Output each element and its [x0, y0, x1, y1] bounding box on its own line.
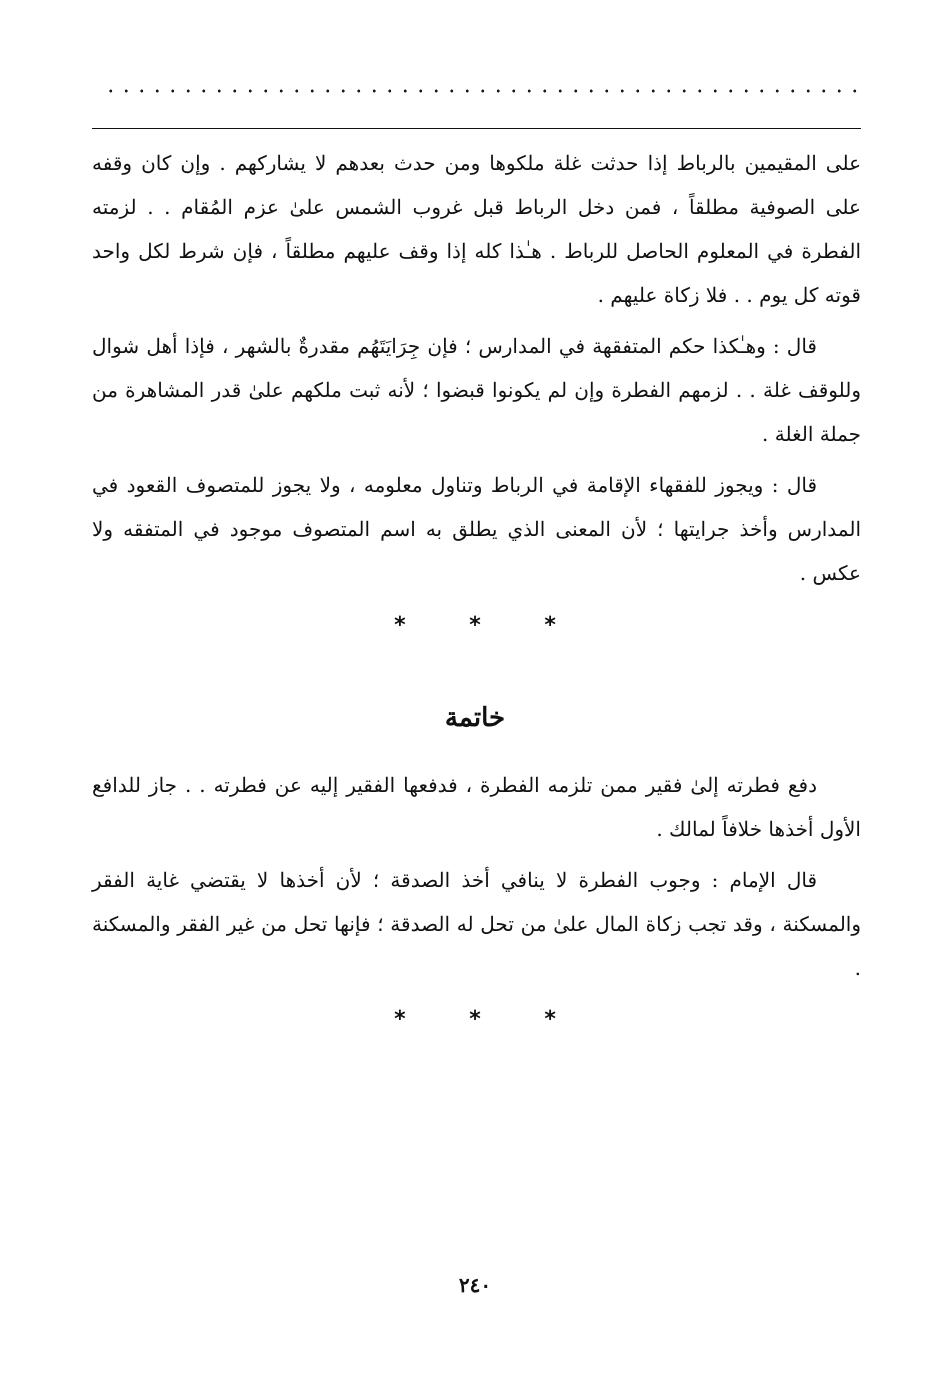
- text-line: على المقيمين بالرباط إذا حدثت غلة ملكوها ومن حدث بعدهم لا يشاركهم . وإن كان: [141, 151, 862, 175]
- paragraph-fitra-exchange: [92, 763, 861, 851]
- text-line: دفع فطرته إلىٰ فقير ممن تلزمه الفطرة ، فدفعها الفقير إليه عن فطرته . . جاز للدافع: [92, 773, 817, 797]
- dotted-leader-line: [103, 89, 860, 93]
- text-line: الأول أخذها خلافاً لمالك .: [656, 817, 861, 841]
- text-line: شوال وللوقف غلة . . لزمهم الفطرة وإن لم يكونوا قبضوا ؛ لأنه ثبت ملكهم علىٰ قدر: [92, 334, 861, 402]
- paragraph-madaris: [92, 324, 861, 456]
- text-line: الفقر والمسكنة .: [92, 912, 861, 980]
- paragraph-imam: [92, 858, 861, 990]
- text-line: قال : ويجوز للفقهاء الإقامة في الرباط وتناول معلومه ، ولا يجوز للمتصوف: [185, 473, 817, 497]
- text-line: قال الإمام : وجوب الفطرة لا ينافي أخذ الصدقة ؛ لأن أخذها لا يقتضي غاية: [146, 868, 818, 892]
- text-line: المشاهرة من جملة الغلة .: [92, 378, 861, 446]
- section-separator: * * *: [394, 613, 584, 638]
- text-line: وقفه على الصوفية مطلقاً ، فمن دخل الرباط قبل غروب الشمس علىٰ عزم المُقام . .: [92, 151, 861, 219]
- section-separator: * * *: [394, 1007, 584, 1032]
- page-number: ٢٤٠: [458, 1273, 492, 1297]
- body-text-top: [92, 141, 861, 595]
- text-line: الفقر والمسكنة ، وقد تجب زكاة المال علىٰ من تحل له الصدقة ؛ فإنها تحل من غير: [92, 868, 862, 936]
- text-line: في المتفقه ولا عكس .: [92, 517, 861, 585]
- paragraph-ribat: [92, 463, 861, 595]
- text-line: قال : وهـٰكذا حكم المتفقهة في المدارس ؛ فإن جِرَايَتَهُم مقدرةٌ بالشهر ، فإذا أهل: [146, 334, 817, 358]
- section-heading: خاتمة: [444, 703, 506, 733]
- text-line: القعود في المدارس وأخذ جرايتها ؛ لأن المعنى الذي يطلق به اسم المتصوف موجود: [92, 473, 862, 541]
- horizontal-rule: [92, 128, 861, 129]
- text-line: لكل واحد قوته كل يوم . . فلا زكاة عليهم .: [92, 239, 861, 307]
- text-line: لزمته الفطرة في المعلوم الحاصل للرباط . هـٰذا كله إذا وقف عليهم مطلقاً ، فإن شرط: [92, 195, 862, 263]
- body-text-khatima: [92, 763, 861, 990]
- paragraph-continuation: [92, 141, 861, 317]
